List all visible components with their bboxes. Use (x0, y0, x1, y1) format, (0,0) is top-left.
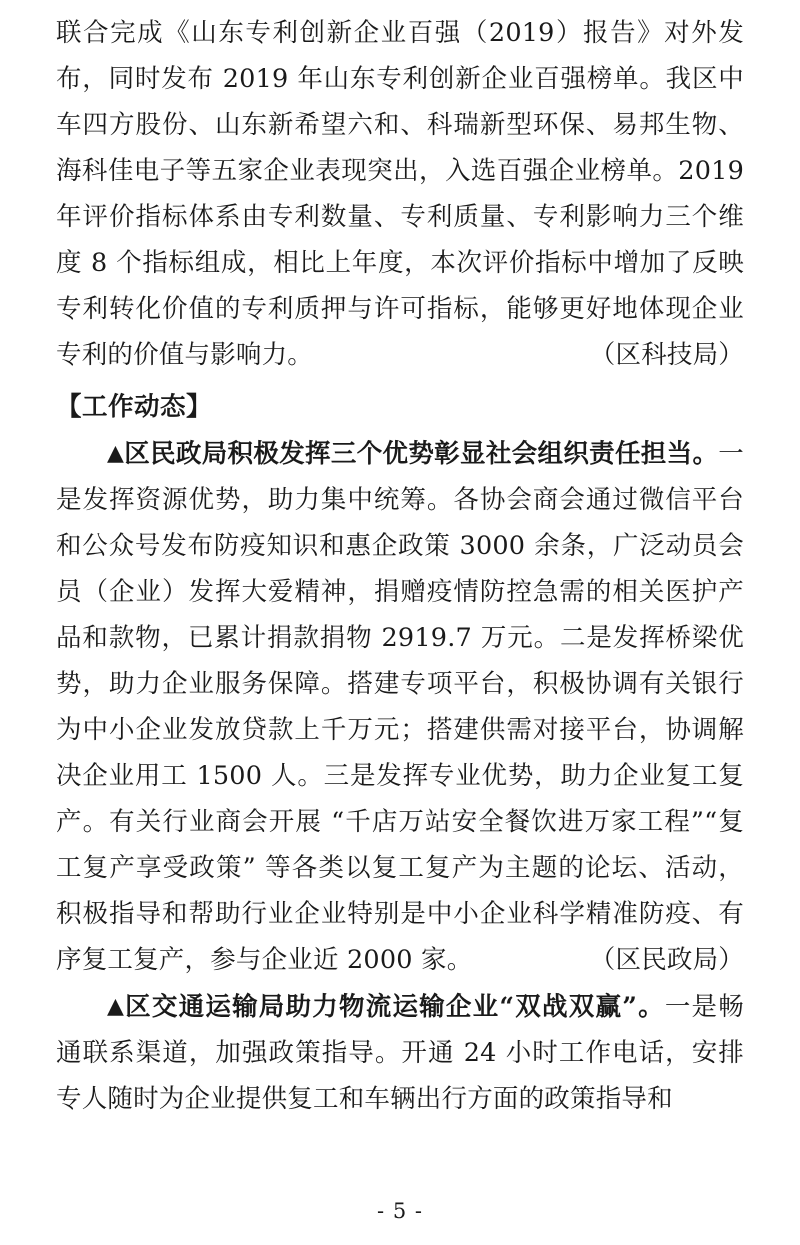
news-item-1 (56, 430, 744, 983)
paragraph-continuation (56, 10, 744, 378)
news-item-1-lead: 区民政局积极发挥三个优势彰显社会组织责任担当。 (124, 439, 719, 469)
triangle-bullet-icon: ▲ (107, 993, 126, 1019)
paragraph-signature: （区科技局） (589, 340, 744, 370)
news-item-2-body: 一是畅通联系渠道，加强政策指导。开通 24 小时工作电话，安排专人随时为企业提供复工和车辆出行方面的政策指导和 (56, 992, 744, 1114)
paragraph-text: 联合完成《山东专利创新企业百强（2019）报告》对外发布，同时发布 2019 年山东专利创新企业百强榜单。我区中车四方股份、山东新希望六和、科瑞新型环保、易邦生物、海科佳电子等五家企业表现突出，入选百强企业榜单。2019 年评价指标体系由专利数量、专利质量、专利影响力三个维度 8 个指标组成，相比上年度，本次评价指标中增加了反映专利转化价值的专利质押与许可指标，能够更好地体现企业专利的价值与影响力。 (56, 18, 744, 370)
news-item-1-body: 一是发挥资源优势，助力集中统筹。各协会商会通过微信平台和公众号发布防疫知识和惠企政策 3000 余条，广泛动员会员（企业）发挥大爱精神，捐赠疫情防控急需的相关医护产品和款物，已累计捐款捐物 2919.7 万元。二是发挥桥梁优势，助力企业服务保障。搭建专项平台，积极协调有关银行为中小企业发放贷款上千万元；搭建供需对接平台，协调解决企业用工 1500 人。三是发挥专业优势，助力企业复工复产。有关行业商会开展 “千店万站安全餐饮进万家工程”“复工复产享受政策” 等各类以复工复产为主题的论坛、活动，积极指导和帮助行业企业特别是中小企业科学精准防疫、有序复工复产，参与企业近 2000 家。 (56, 439, 744, 975)
news-item-2 (56, 983, 744, 1122)
page-number: - 5 - (377, 1199, 423, 1223)
section-heading: 【工作动态】 (56, 392, 213, 422)
news-item-2-lead: 区交通运输局助力物流运输企业“双战双赢”。 (125, 992, 665, 1022)
news-item-1-signature: （区民政局） (589, 945, 744, 975)
triangle-bullet-icon: ▲ (107, 440, 125, 466)
